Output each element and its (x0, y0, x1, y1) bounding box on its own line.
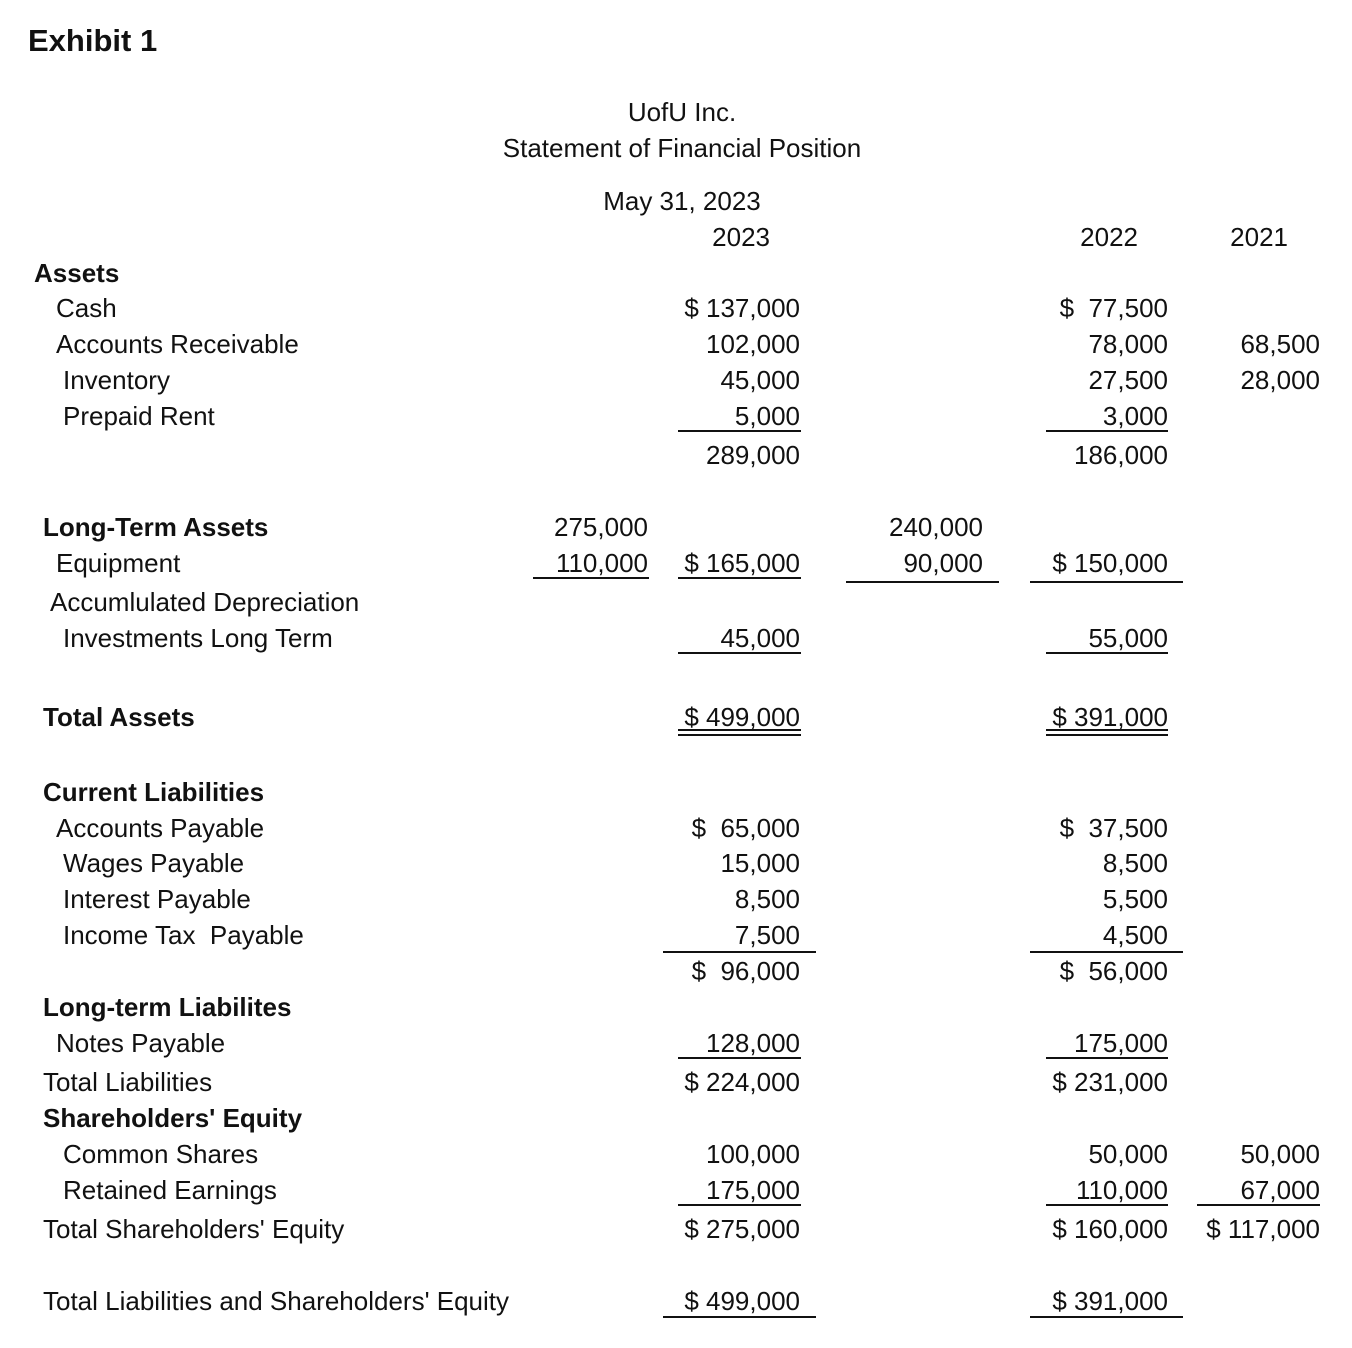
investments-label: Investments Long Term (63, 623, 333, 653)
equipment-net-2023: $ 165,000 (684, 548, 800, 578)
retained-earnings-2021: 67,000 (1240, 1175, 1320, 1205)
income-tax-2022: 4,500 (1102, 920, 1168, 950)
subtotal-line (1197, 1204, 1320, 1206)
subtotal-line (678, 430, 801, 432)
wages-2022: 8,500 (1102, 848, 1168, 878)
total-liab-equity-2022: $ 391,000 (1052, 1286, 1168, 1316)
cash-2023: $ 137,000 (684, 293, 800, 323)
company-name: UofU Inc. (627, 97, 737, 127)
investments-2023: 45,000 (720, 623, 800, 653)
equipment-gross-2023: 275,000 (554, 512, 648, 542)
interest-2023: 8,500 (734, 884, 800, 914)
prepaid-label: Prepaid Rent (63, 401, 215, 431)
total-equity-2021: $ 117,000 (1206, 1214, 1320, 1244)
wages-2023: 15,000 (720, 848, 800, 878)
current-assets-total-2022: 186,000 (1074, 440, 1168, 470)
interest-label: Interest Payable (63, 884, 251, 914)
notes-payable-2022: 175,000 (1074, 1028, 1168, 1058)
subtotal-line (1046, 1057, 1168, 1059)
interest-2022: 5,500 (1102, 884, 1168, 914)
subtotal-line (678, 577, 801, 579)
total-equity-2023: $ 275,000 (684, 1214, 800, 1244)
subtotal-line (1046, 1204, 1168, 1206)
total-assets-label: Total Assets (43, 702, 195, 732)
inventory-label: Inventory (63, 365, 170, 395)
cash-2022: $ 77,500 (1059, 293, 1168, 323)
current-liabilities-heading: Current Liabilities (43, 777, 265, 807)
double-total-line (1046, 729, 1168, 736)
prepaid-2022: 3,000 (1102, 401, 1168, 431)
inventory-2023: 45,000 (720, 365, 800, 395)
accum-dep-label: Accumlulated Depreciation (50, 587, 360, 617)
retained-earnings-2022: 110,000 (1075, 1175, 1168, 1205)
total-assets-2022: $ 391,000 (1052, 702, 1168, 732)
inventory-2022: 27,500 (1088, 365, 1168, 395)
assets-heading: Assets (34, 258, 120, 288)
subtotal-line (678, 1057, 801, 1059)
year-header-2023: 2023 (712, 222, 770, 252)
accum-dep-2022: 90,000 (903, 548, 983, 578)
cash-label: Cash (56, 293, 117, 323)
total-liabilities-label: Total Liabilities (43, 1067, 213, 1097)
year-header-2022: 2022 (1080, 222, 1138, 252)
subtotal-line (1030, 581, 1183, 583)
ar-label: Accounts Receivable (56, 329, 299, 359)
equipment-label: Equipment (56, 548, 181, 578)
notes-payable-label: Notes Payable (56, 1028, 226, 1058)
equipment-net-2022: $ 150,000 (1052, 548, 1168, 578)
total-equity-2022: $ 160,000 (1052, 1214, 1168, 1244)
exhibit-title: Exhibit 1 (28, 23, 158, 58)
double-total-line (678, 729, 801, 736)
common-shares-2022: 50,000 (1088, 1139, 1168, 1169)
retained-earnings-2023: 175,000 (706, 1175, 800, 1205)
subtotal-line (663, 1316, 816, 1318)
current-liabilities-total-2023: $ 96,000 (691, 956, 800, 986)
current-liabilities-total-2022: $ 56,000 (1059, 956, 1168, 986)
total-assets-2023: $ 499,000 (684, 702, 800, 732)
year-header-2021: 2021 (1230, 222, 1288, 252)
ap-2023: $ 65,000 (691, 813, 800, 843)
notes-payable-2023: 128,000 (706, 1028, 800, 1058)
investments-2022: 55,000 (1088, 623, 1168, 653)
long-term-assets-heading: Long-Term Assets (43, 512, 269, 542)
total-liabilities-2023: $ 224,000 (684, 1067, 800, 1097)
accum-dep-2023: 110,000 (555, 548, 648, 578)
subtotal-line (846, 581, 999, 583)
ar-2023: 102,000 (706, 329, 800, 359)
income-tax-2023: 7,500 (734, 920, 800, 950)
equipment-gross-2022: 240,000 (889, 512, 983, 542)
total-liab-equity-label: Total Liabilities and Shareholders' Equity (43, 1286, 510, 1316)
ar-2022: 78,000 (1088, 329, 1168, 359)
retained-earnings-label: Retained Earnings (63, 1175, 277, 1205)
prepaid-2023: 5,000 (734, 401, 800, 431)
statement-date: May 31, 2023 (603, 186, 761, 216)
inventory-2021: 28,000 (1240, 365, 1320, 395)
subtotal-line (1030, 1316, 1183, 1318)
subtotal-line (678, 1204, 801, 1206)
income-tax-label: Income Tax Payable (63, 920, 304, 950)
total-equity-label: Total Shareholders' Equity (43, 1214, 345, 1244)
wages-label: Wages Payable (63, 848, 245, 878)
subtotal-line (663, 951, 816, 953)
ar-2021: 68,500 (1240, 329, 1320, 359)
statement-title: Statement of Financial Position (502, 133, 862, 163)
equity-heading: Shareholders' Equity (43, 1103, 303, 1133)
subtotal-line (1046, 430, 1168, 432)
subtotal-line (1030, 951, 1183, 953)
ap-label: Accounts Payable (56, 813, 265, 843)
subtotal-line (533, 577, 649, 579)
subtotal-line (1046, 652, 1168, 654)
total-liab-equity-2023: $ 499,000 (684, 1286, 800, 1316)
total-liabilities-2022: $ 231,000 (1052, 1067, 1168, 1097)
common-shares-2021: 50,000 (1240, 1139, 1320, 1169)
common-shares-label: Common Shares (63, 1139, 259, 1169)
subtotal-line (678, 652, 801, 654)
long-term-liabilities-heading: Long-term Liabilites (43, 992, 292, 1022)
common-shares-2023: 100,000 (706, 1139, 800, 1169)
current-assets-total-2023: 289,000 (706, 440, 800, 470)
ap-2022: $ 37,500 (1059, 813, 1168, 843)
